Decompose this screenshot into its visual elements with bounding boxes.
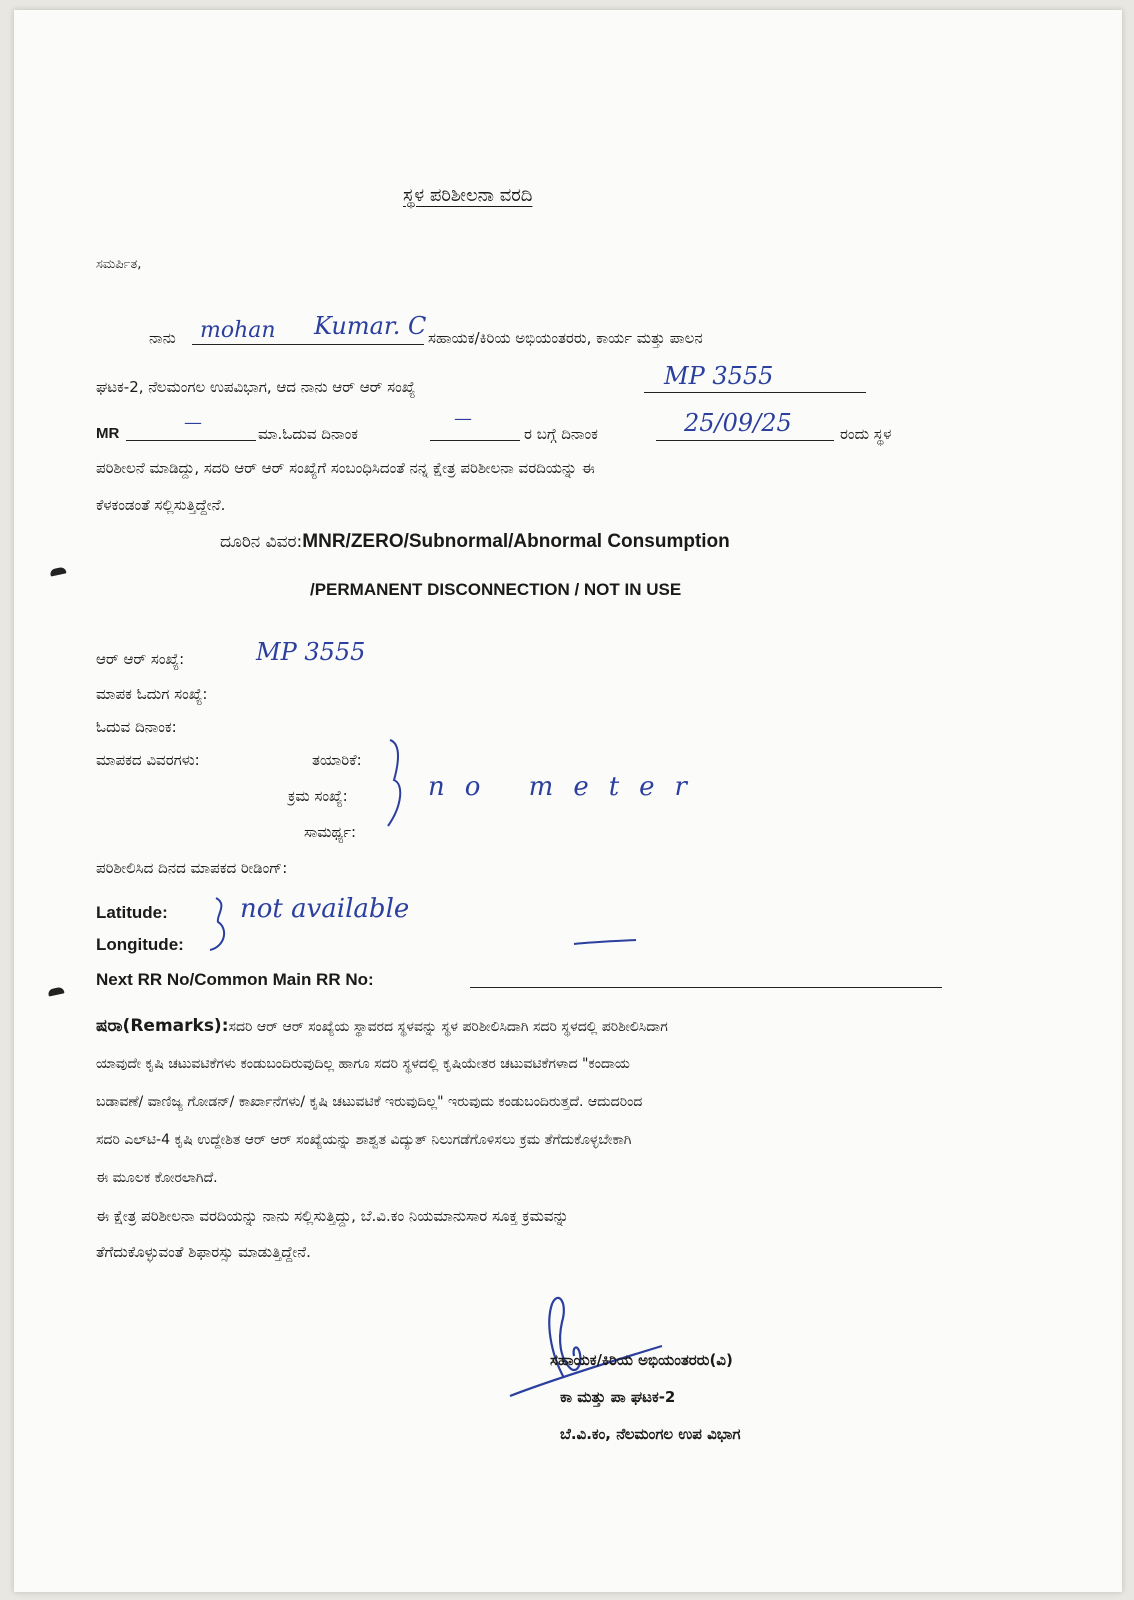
handwritten-brace-icon bbox=[384, 736, 414, 830]
reading-date-label: ಓದುವ ದಿನಾಂಕ: bbox=[96, 718, 177, 736]
signatory-unit: ಕಾ ಮತ್ತು ಪಾ ಘಟಕ-2 bbox=[560, 1388, 676, 1406]
inspection-date-underline bbox=[656, 440, 834, 441]
signature-icon bbox=[506, 1282, 666, 1402]
meter-serial-label: ಕ್ರಮ ಸಂಖ್ಯೆ: bbox=[288, 787, 348, 805]
remarks-label: ಷರಾ(Remarks): bbox=[96, 1016, 229, 1036]
latitude-label: Latitude: bbox=[96, 903, 168, 922]
remarks-text-5: ಈ ಮೂಲಕ ಕೋರಲಾಗಿದೆ. bbox=[96, 1170, 218, 1186]
signatory-designation: ಸಹಾಯಕ/ಕಿರಿಯ ಅಭಿಯಂತರರು(ವಿ) bbox=[550, 1351, 733, 1369]
inspection-day-reading-label: ಪರಿಶೀಲಿಸಿದ ದಿನದ ಮಾಪಕದ ರೀಡಿಂಗ್: bbox=[96, 859, 288, 877]
intro-line3-suffix: ರಂದು ಸ್ಥಳ bbox=[840, 425, 892, 443]
complaint-label: ದೂರಿನ ವಿವರ: bbox=[220, 532, 303, 552]
intro-line3-reading-date: ಮಾ.ಓದುವ ದಿನಾಂಕ bbox=[258, 425, 358, 443]
handwritten-rr-value: MP 3555 bbox=[256, 638, 366, 666]
meter-reader-label: ಮಾಪಕ ಓದುಗ ಸಂಖ್ಯೆ: bbox=[96, 685, 208, 703]
reading-date-dash: — bbox=[454, 408, 472, 429]
next-rr-underline bbox=[470, 987, 942, 988]
mr-dash: — bbox=[184, 412, 202, 433]
remarks-text-1: ಸದರಿ ಆರ್ ಆರ್ ಸಂಖ್ಯೆಯ ಸ್ಥಾವರದ ಸ್ಥಳವನ್ನು ಸ್ಥಳ ಪರಿಶೀಲಿಸಿದಾಗಿ ಸದರಿ ಸ್ಥಳದಲ್ಲಿ ಪರಿಶೀಲಿಸಿದಾಗ bbox=[228, 1019, 668, 1035]
intro-line4: ಪರಿಶೀಲನೆ ಮಾಡಿದ್ದು, ಸದರಿ ಆರ್ ಆರ್ ಸಂಖ್ಯೆಗೆ ಸಂಬಂಧಿಸಿದಂತೆ ನನ್ನ ಕ್ಷೇತ್ರ ಪರಿಶೀಲನಾ ವರದಿಯನ್ನು ಈ bbox=[96, 459, 595, 477]
intro-line3-about-date: ರ ಬಗ್ಗೆ ದಿನಾಂಕ bbox=[524, 425, 598, 443]
rr-number-label: ಆರ್ ಆರ್ ಸಂಖ್ಯೆ: bbox=[96, 650, 185, 668]
handwritten-dash-icon bbox=[572, 936, 638, 948]
remarks-text-7: ತೆಗೆದುಕೊಳ್ಳುವಂತೆ ಶಿಫಾರಸ್ಸು ಮಾಡುತ್ತಿದ್ದೇನೆ. bbox=[96, 1243, 311, 1261]
handwritten-rr-number: MP 3555 bbox=[664, 362, 774, 390]
intro-line5: ಕೆಳಕಂಡಂತೆ ಸಲ್ಲಿಸುತ್ತಿದ್ದೇನೆ. bbox=[96, 496, 226, 514]
handwritten-gps-note: not available bbox=[240, 894, 410, 924]
rr-underline bbox=[644, 392, 866, 393]
next-rr-label: Next RR No/Common Main RR No: bbox=[96, 970, 374, 989]
meter-details-label: ಮಾಪಕದ ವಿವರಗಳು: bbox=[96, 751, 200, 769]
handwritten-name: mohan bbox=[200, 318, 276, 343]
remarks-text-6: ಈ ಕ್ಷೇತ್ರ ಪರಿಶೀಲನಾ ವರದಿಯನ್ನು ನಾನು ಸಲ್ಲಿಸುತ್ತಿದ್ದು, ಬೆ.ವಿ.ಕಂ ನಿಯಮಾನುಸಾರ ಸೂಕ್ತ ಕ್ರಮವನ್ನು bbox=[96, 1207, 569, 1225]
handwritten-inspection-date: 25/09/25 bbox=[684, 409, 792, 437]
remarks-text-2: ಯಾವುದೇ ಕೃಷಿ ಚಟುವಟಿಕೆಗಳು ಕಂಡುಬಂದಿರುವುದಿಲ್ಲ ಹಾಗೂ ಸದರಿ ಸ್ಥಳದಲ್ಲಿ ಕೃಷಿಯೇತರ ಚಟುವಟಿಕೆಗಳಾದ "ಕಂದಾಯ bbox=[96, 1056, 630, 1072]
reading-date-underline bbox=[430, 440, 520, 441]
handwritten-brace-icon-2 bbox=[206, 894, 234, 954]
meter-make-label: ತಯಾರಿಕೆ: bbox=[312, 751, 362, 769]
remarks-line1 bbox=[96, 1016, 668, 1037]
longitude-label: Longitude: bbox=[96, 935, 184, 954]
salutation: ಸಮರ್ಪಿತ, bbox=[96, 257, 142, 272]
remarks-text-4: ಸದರಿ ಎಲ್‌ಟಿ-4 ಕೃಷಿ ಉದ್ದೇಶಿತ ಆರ್ ಆರ್ ಸಂಖ್ಯೆಯನ್ನು ಶಾಶ್ವತ ವಿದ್ಯುತ್ ನಿಲುಗಡೆಗೊಳಿಸಲು ಕ್ರಮ ತೆಗೆದುಕೊಳ್ಳಬೇಕಾಗಿ bbox=[96, 1132, 632, 1148]
intro-line2: ಘಟಕ-2, ನೆಲಮಂಗಲ ಉಪವಿಭಾಗ, ಆದ ನಾನು ಆರ್ ಆರ್ ಸಂಖ್ಯೆ bbox=[96, 378, 416, 396]
name-underline bbox=[192, 344, 424, 345]
handwritten-meter-note: no meter bbox=[428, 772, 707, 802]
complaint-section bbox=[220, 532, 730, 552]
complaint-types-2: /PERMANENT DISCONNECTION / NOT IN USE bbox=[310, 580, 682, 599]
mr-underline bbox=[126, 440, 256, 441]
meter-capacity-label: ಸಾಮರ್ಥ್ಯ: bbox=[304, 823, 357, 841]
remarks-text-3: ಬಡಾವಣೆ/ ವಾಣಿಜ್ಯ ಗೋಡನ್/ ಕಾರ್ಖಾನೆಗಳು/ ಕೃಷಿ ಚಟುವಟಿಕೆ ಇರುವುದಿಲ್ಲ" ಇರುವುದು ಕಂಡುಬಂದಿರುತ್ತದೆ. ಆದುದರಿಂದ bbox=[96, 1094, 643, 1110]
signatory-office: ಬೆ.ವಿ.ಕಂ, ನೆಲಮಂಗಲ ಉಪ ವಿಭಾಗ bbox=[560, 1425, 741, 1443]
handwritten-name-2: Kumar. C bbox=[314, 312, 427, 340]
intro-line1-prefix: ನಾನು bbox=[149, 329, 176, 347]
document-page bbox=[14, 10, 1122, 1592]
intro-line1-suffix: ಸಹಾಯಕ/ಕಿರಿಯ ಅಭಿಯಂತರರು, ಕಾರ್ಯ ಮತ್ತು ಪಾಲನ bbox=[428, 329, 703, 347]
document-title: ಸ್ಥಳ ಪರಿಶೀಲನಾ ವರದಿ bbox=[403, 185, 533, 206]
complaint-types: MNR/ZERO/Subnormal/Abnormal Consumption bbox=[302, 531, 730, 552]
mr-label: MR bbox=[96, 425, 120, 442]
